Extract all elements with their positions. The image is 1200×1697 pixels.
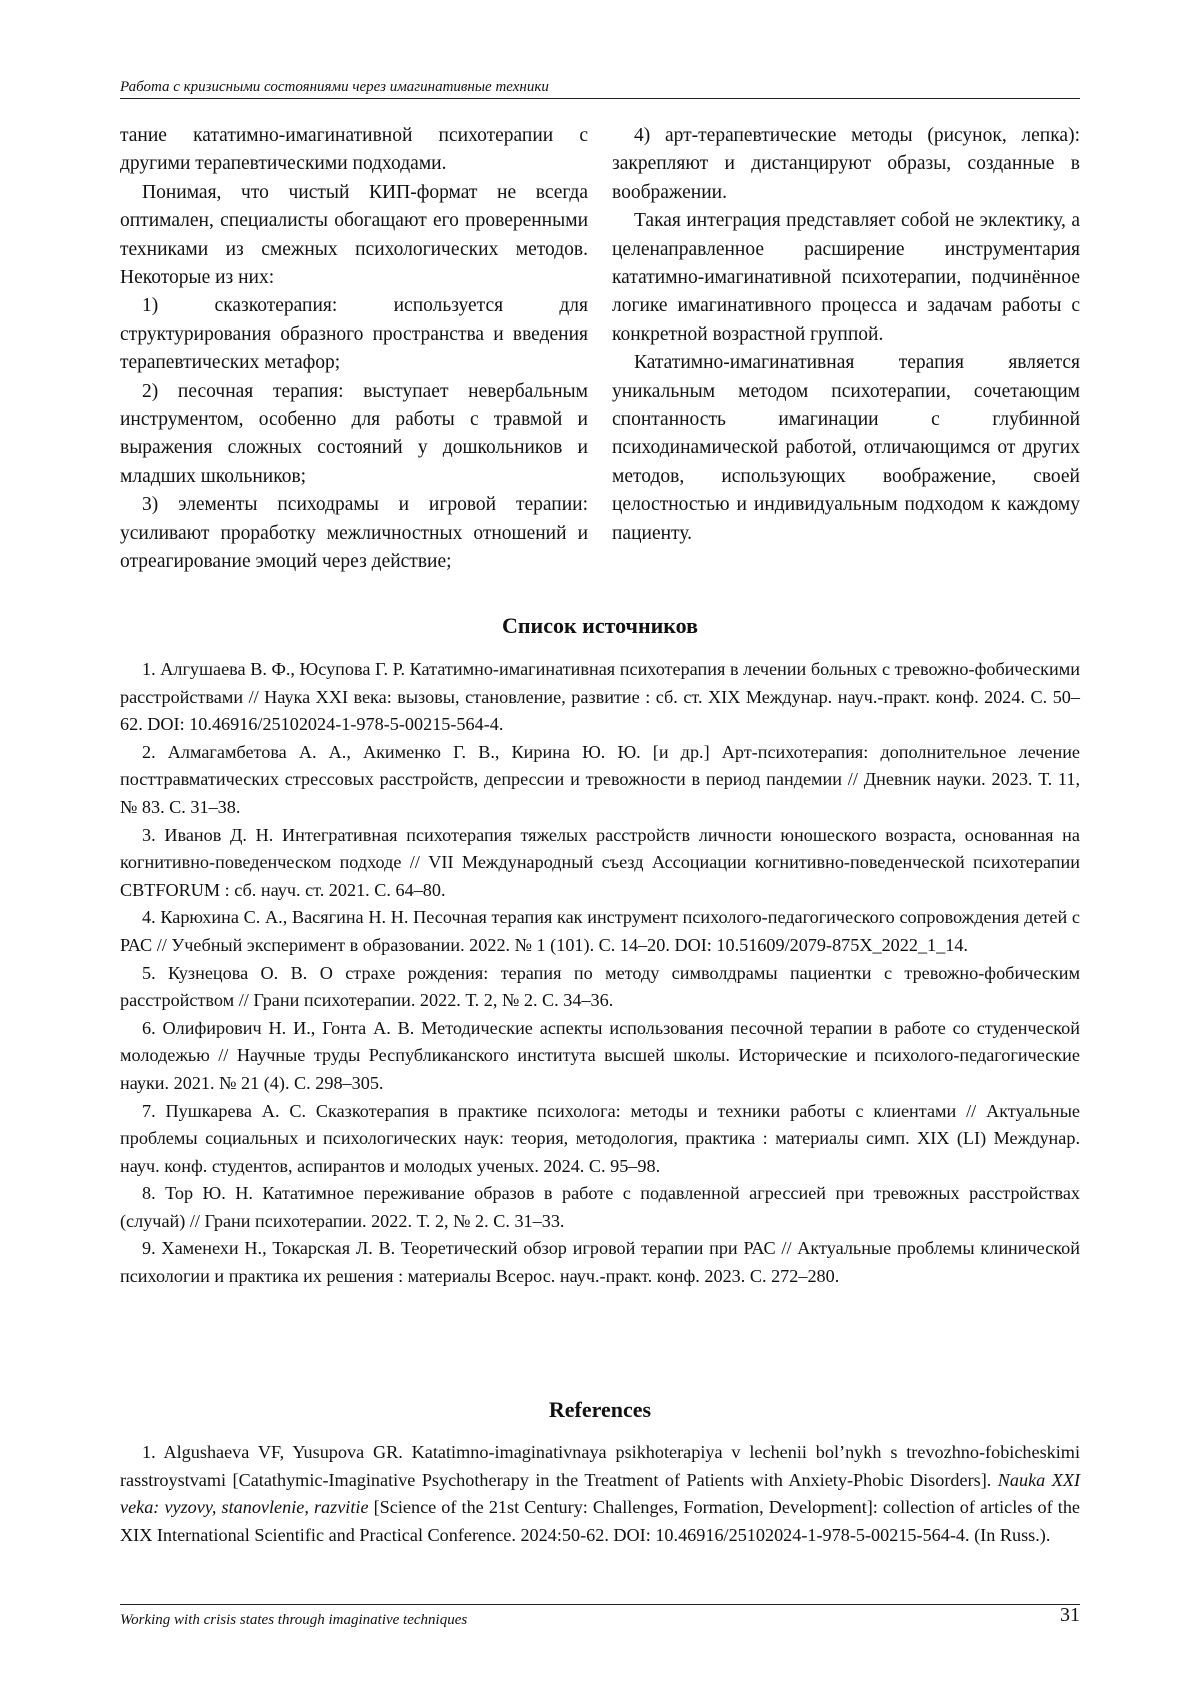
source-item: 3. Иванов Д. Н. Интегративная психотерапия тяжелых расстройств личности юношеского возраста, основанная на когнитивно-поведенческом подходе // VII Международный съезд Ассоциации когнитивно-поведенческой психотерапии CBTFORUM : сб. науч. ст. 2021. С. 64–80. (120, 824, 1080, 900)
left-column (120, 122, 588, 577)
header-rule (120, 98, 1080, 99)
reference-text: 1. Algushaeva VF, Yusupova GR. Katatimno-imaginativnaya psikhoterapiya v lechenii bol’nykh s trevozhno-fobicheskimi rasstroystvami [Catathymic-Imaginative Psychotherapy in the Treatment of Patients with Anxiety-Phobic Disorders]. (120, 1442, 1080, 1490)
reference-journal: Nauka XXI veka: vyzovy, stanovlenie, razvitie (120, 1469, 1081, 1518)
source-item: 1. Алгушаева В. Ф., Юсупова Г. Р. Кататимно-имагинативная психотерапия в лечении больных с тревожно-фобическими расстройствами // Наука XXI века: вызовы, становление, развитие : сб. ст. XIX Междунар. науч.-практ. конф. 2024. С. 50–62. DOI: 10.46916/25102024-1-978-5-00215-564-4. (120, 659, 1080, 735)
source-item: 7. Пушкарева А. С. Сказкотерапия в практике психолога: методы и техники работы с клиентами // Актуальные проблемы социальных и психологических наук: теория, методология, практика : материалы симп. XIX (LI) Междунар. науч. конф. студентов, аспирантов и молодых ученых. 2024. С. 95–98. (120, 1100, 1080, 1176)
source-item: 2. Алмагамбетова А. А., Акименко Г. В., Кирина Ю. Ю. [и др.] Арт-психотерапия: дополнительное лечение посттравматических стрессовых расстройств, депрессии и тревожности в период пандемии // Дневник науки. 2023. Т. 11, № 83. С. 31–38. (120, 741, 1080, 817)
list-item: 3) элементы психодрамы и игровой терапии: усиливают проработку межличностных отношений и отреагирование эмоций через действие; (120, 494, 588, 573)
paragraph: Кататимно-имагинативная терапия является уникальным методом психотерапии, сочетающим спонтанность имагинации с глубинной психодинамической работой, отличающимся от других методов, использующих воображение, своей целостностью и индивидуальным подходом к каждому пациенту. (612, 352, 1080, 544)
two-column-body (120, 122, 1080, 577)
reference-item (120, 1439, 1080, 1549)
page-number: 31 (1060, 1604, 1080, 1626)
running-header: Работа с кризисными состояниями через имагинативные техники (120, 79, 549, 95)
list-item: 2) песочная терапия: выступает невербальным инструментом, особенно для работы с травмой и выражения сложных состояний у дошкольников и младших школьников; (120, 380, 588, 487)
source-item: 8. Тор Ю. Н. Кататимное переживание образов в работе с подавленной агрессией при тревожных расстройствах (случай) // Грани психотерапии. 2022. Т. 2, № 2. С. 31–33. (120, 1183, 1080, 1231)
paragraph: Такая интеграция представляет собой не эклектику, а целенаправленное расширение инструментария кататимно-имагинативной психотерапии, подчинённое логике имагинативного процесса и задачам работы с конкретной возрастной группой. (612, 210, 1080, 345)
footer-rule (120, 1604, 1080, 1605)
list-item: 1) сказкотерапия: используется для структурирования образного пространства и введения терапевтических метафор; (120, 295, 588, 374)
list-item: 4) арт-терапевтические методы (рисунок, лепка): закрепляют и дистанцируют образы, созданные в воображении. (612, 125, 1080, 203)
paragraph: Понимая, что чистый КИП-формат не всегда оптимален, специалисты обогащают его проверенными техниками из смежных психологических методов. Некоторые из них: (120, 181, 588, 289)
source-item: 6. Олифирович Н. И., Гонта А. В. Методические аспекты использования песочной терапии в работе со студенческой молодежью // Научные труды Республиканского института высшей школы. Исторические и психолого-педагогические науки. 2021. № 21 (4). С. 298–305. (120, 1017, 1080, 1093)
sources-title: Список источников (501, 613, 699, 638)
source-item: 9. Хаменехи Н., Токарская Л. В. Теоретический обзор игровой терапии при РАС // Актуальные проблемы клинической психологии и практика их решения : материалы Всерос. науч.-практ. конф. 2023. С. 272–280. (120, 1238, 1080, 1287)
source-item: 4. Карюхина С. А., Васягина Н. Н. Песочная терапия как инструмент психолого-педагогического сопровождения детей с РАС // Учебный эксперимент в образовании. 2022. № 1 (101). С. 14–20. DOI: 10.51609/2079-875X_2022_1_14. (120, 907, 1080, 955)
running-footer: Working with crisis states through imaginative techniques (120, 1612, 468, 1628)
sources-list (120, 656, 1080, 1291)
references-title: References (548, 1397, 652, 1422)
right-column (612, 122, 1080, 577)
paragraph: тание кататимно-имагинативной психотерапии с другими терапевтическими подходами. (120, 125, 588, 175)
references-list (120, 1439, 1080, 1549)
source-item: 5. Кузнецова О. В. О страхе рождения: терапия по методу символдрамы пациентки с тревожно-фобическим расстройством // Грани психотерапии. 2022. Т. 2, № 2. С. 34–36. (120, 962, 1080, 1011)
reference-text: [Science of the 21st Century: Challenges, Formation, Development]: collection of articles of the XIX International Scientific and Practical Conference. 2024:50-62. DOI: 10.46916/25102024-1-978-5-00215-564-4. (In Russ.). (120, 1497, 1080, 1545)
